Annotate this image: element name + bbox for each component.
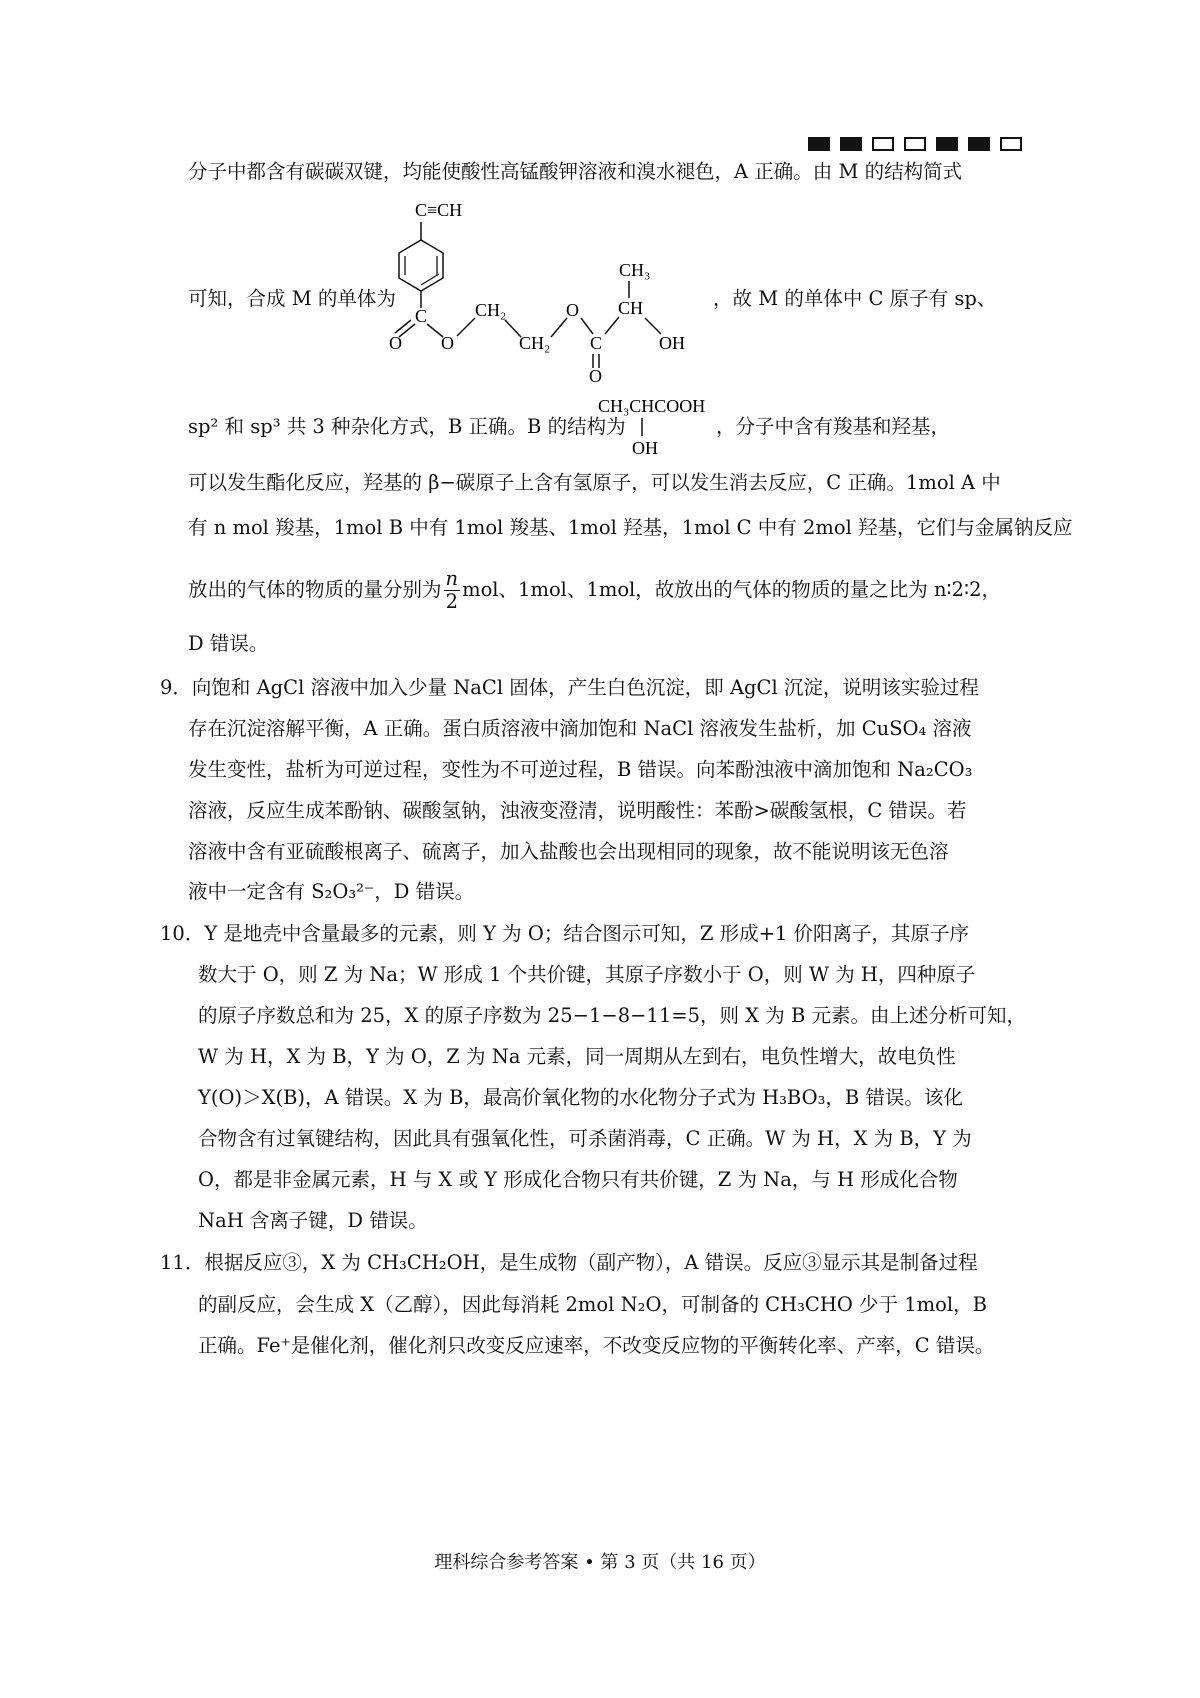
carbonyl-oxygen-label: O bbox=[589, 366, 602, 384]
monomer-structure bbox=[383, 194, 713, 384]
hydroxyl-label: OH bbox=[659, 333, 685, 353]
text-line: 可以发生酯化反应，羟基的 β−碳原子上含有氢原子，可以发生消去反应，C 正确。1mol A 中 bbox=[188, 471, 1001, 494]
question-9-line: 发生变性，盐析为可逆过程，变性为不可逆过程，B 错误。向苯酚浊液中滴加饱和 Na₂CO₃ bbox=[188, 758, 973, 781]
question-11-line: 11．根据反应③，X 为 CH₃CH₂OH，是生成物（副产物），A 错误。反应③显示其是制备过程 bbox=[160, 1251, 978, 1274]
ester-oxygen-label: O bbox=[566, 300, 579, 320]
text-line: 分子中都含有碳碳双键，均能使酸性高锰酸钾溶液和溴水褪色，A 正确。由 M 的结构简式 bbox=[188, 160, 963, 183]
hydroxyl-label: OH bbox=[632, 438, 658, 458]
question-10-line: 合物含有过氧键结构，因此具有强氧化性，可杀菌消毒，C 正确。W 为 H，X 为 B，Y 为 bbox=[198, 1127, 972, 1150]
question-10-line: O，都是非金属元素，H 与 X 或 Y 形成化合物只有共价键，Z 为 Na，与 H 形成化合物 bbox=[198, 1168, 958, 1191]
mark-filled bbox=[808, 137, 830, 151]
text-line: sp² 和 sp³ 共 3 种杂化方式，B 正确。B 的结构为 bbox=[188, 415, 626, 438]
text-line: 可知，合成 M 的单体为 bbox=[188, 287, 396, 310]
fraction-numerator: n bbox=[445, 567, 459, 590]
methyl-label: CH₃ bbox=[619, 260, 651, 280]
mark-filled bbox=[840, 137, 862, 151]
compound-b-structure bbox=[596, 392, 736, 458]
carbonyl-carbon-label: C bbox=[415, 306, 428, 326]
mark-empty bbox=[1000, 137, 1022, 151]
alkyne-label: C≡CH bbox=[415, 200, 463, 220]
text-line: ，故 M 的单体中 C 原子有 sp、 bbox=[713, 287, 997, 310]
text-line: D 错误。 bbox=[188, 632, 269, 655]
text-segment: mol、1mol、1mol，故放出的气体的物质的量之比为 n∶2∶2， bbox=[462, 578, 1002, 601]
methine-label: CH bbox=[618, 298, 644, 318]
carbonyl-carbon-label: C bbox=[590, 333, 603, 353]
text-segment: 放出的气体的物质的量分别为 bbox=[188, 578, 442, 601]
mark-filled bbox=[936, 137, 958, 151]
question-9-line: 存在沉淀溶解平衡，A 正确。蛋白质溶液中滴加饱和 NaCl 溶液发生盐析，加 CuSO₄ 溶液 bbox=[188, 717, 972, 740]
text-line: 有 n mol 羧基，1mol B 中有 1mol 羧基、1mol 羟基，1mol C 中有 2mol 羟基，它们与金属钠反应 bbox=[188, 516, 1073, 539]
question-11-line: 正确。Fe⁺是催化剂，催化剂只改变反应速率，不改变反应物的平衡转化率、产率，C 错误。 bbox=[198, 1334, 995, 1357]
mark-empty bbox=[872, 137, 894, 151]
question-10-line: Y(O)＞X(B)，A 错误。X 为 B，最高价氧化物的水化物分子式为 H₃BO₃，B 错误。该化 bbox=[198, 1086, 963, 1109]
question-9-line: 溶液，反应生成苯酚钠、碳酸氢钠，浊液变澄清，说明酸性：苯酚>碳酸氢根，C 错误。若 bbox=[188, 799, 967, 822]
question-10-line: 的原子序数总和为 25，X 的原子序数为 25−1−8−11=5，则 X 为 B 元素。由上述分析可知， bbox=[198, 1004, 1026, 1027]
question-11-line: 的副反应，会生成 X（乙醇），因此每消耗 2mol N₂O，可制备的 CH₃CHO 少于 1mol，B bbox=[198, 1293, 987, 1316]
question-10-line: 数大于 O，则 Z 为 Na；W 形成 1 个共价键，其原子序数小于 O，则 W 为 H，四种原子 bbox=[198, 963, 976, 986]
ester-oxygen-label: O bbox=[441, 333, 454, 353]
text-line bbox=[188, 566, 1001, 614]
question-9-line: 溶液中含有亚硫酸根离子、硫离子，加入盐酸也会出现相同的现象，故不能说明该无色溶 bbox=[188, 840, 949, 863]
question-10-line: W 为 H，X 为 B，Y 为 O，Z 为 Na 元素，同一周期从左到右，电负性增大，故电负性 bbox=[198, 1045, 956, 1068]
carbonyl-oxygen-label: O bbox=[389, 333, 402, 353]
page-marks bbox=[808, 137, 1022, 151]
fraction-denominator: 2 bbox=[445, 590, 458, 613]
methylene-label: CH₂ bbox=[475, 300, 507, 320]
text-line: ，分子中含有羧基和羟基， bbox=[716, 415, 951, 438]
question-9-line: 液中一定含有 S₂O₃²⁻，D 错误。 bbox=[188, 880, 475, 903]
question-9-line: 9．向饱和 AgCl 溶液中加入少量 NaCl 固体，产生白色沉淀，即 AgCl 沉淀，说明该实验过程 bbox=[160, 676, 979, 699]
question-10-line: NaH 含离子键，D 错误。 bbox=[198, 1209, 428, 1232]
compound-b-formula: CH₃CHCOOH bbox=[598, 396, 706, 416]
mark-empty bbox=[904, 137, 926, 151]
question-10-line: 10．Y 是地壳中含量最多的元素，则 Y 为 O；结合图示可知，Z 形成+1 价阳离子，其原子序 bbox=[160, 922, 970, 945]
fraction bbox=[444, 568, 461, 613]
page-footer: 理科综合参考答案 • 第 3 页（共 16 页） bbox=[434, 1552, 766, 1573]
methylene-label: CH₂ bbox=[519, 333, 551, 353]
mark-filled bbox=[968, 137, 990, 151]
